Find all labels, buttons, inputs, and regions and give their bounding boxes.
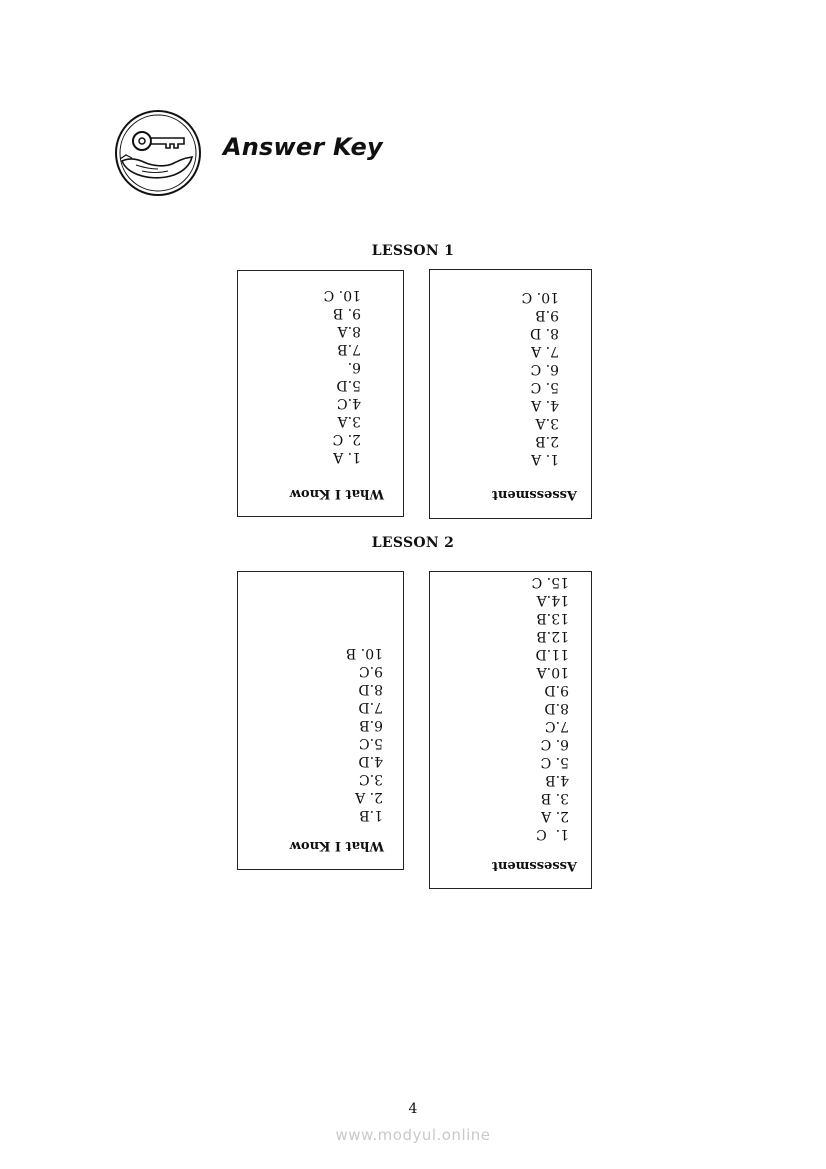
key-in-hand-icon bbox=[112, 109, 204, 197]
lesson-1-what-i-know-rotated bbox=[238, 271, 403, 516]
answer-item: 8.D bbox=[544, 700, 569, 716]
answer-item: 6. C bbox=[540, 736, 569, 752]
lesson-2-assessment-answers bbox=[532, 573, 569, 843]
lesson-2-heading: LESSON 2 bbox=[371, 535, 455, 551]
answer-item: 5. C bbox=[540, 754, 569, 770]
answer-item: 10. C bbox=[521, 289, 559, 305]
answer-item: 6.B bbox=[359, 717, 383, 733]
answer-item: 13.B bbox=[536, 610, 569, 626]
answer-item: 2. A bbox=[541, 808, 569, 824]
answer-item: 1. C bbox=[536, 826, 569, 842]
page-title: Answer Key bbox=[223, 133, 383, 161]
lesson-2-what-i-know-answers bbox=[346, 644, 383, 824]
answer-item: 9. B bbox=[332, 305, 361, 321]
lesson-1-heading: LESSON 1 bbox=[371, 243, 455, 259]
answer-item: 12.B bbox=[536, 628, 569, 644]
answer-item: 3.A bbox=[535, 415, 559, 431]
answer-item: 10. C bbox=[323, 287, 361, 303]
answer-item: 8. D bbox=[529, 325, 559, 341]
answer-item: 1. A bbox=[531, 451, 559, 467]
answer-item: 9.C bbox=[358, 663, 383, 679]
answer-item: 1.B bbox=[359, 807, 383, 823]
answer-item: 7.B bbox=[337, 341, 361, 357]
answer-item: 5.D bbox=[336, 377, 361, 393]
answer-item: 6. bbox=[347, 359, 361, 375]
answer-item: 1. A bbox=[333, 449, 361, 465]
answer-item: 4.C bbox=[336, 395, 361, 411]
watermark: www.modyul.online bbox=[335, 1126, 491, 1144]
answer-item: 7.C bbox=[544, 718, 569, 734]
lesson-2-what-i-know-header: What I Know bbox=[289, 838, 384, 853]
answer-item: 3. B bbox=[540, 790, 569, 806]
answer-item: 7. A bbox=[531, 343, 559, 359]
lesson-2-what-i-know-box bbox=[237, 571, 404, 870]
lesson-2-assessment-rotated bbox=[430, 572, 591, 888]
answer-item: 3.C bbox=[358, 771, 383, 787]
answer-item: 4. A bbox=[531, 397, 559, 413]
answer-item: 8.D bbox=[358, 681, 383, 697]
answer-item: 8.A bbox=[337, 323, 361, 339]
lesson-1-what-i-know-box bbox=[237, 270, 404, 517]
answer-item: 7.D bbox=[358, 699, 383, 715]
lesson-2-assessment-box bbox=[429, 571, 592, 889]
answer-item: 10. B bbox=[345, 645, 383, 661]
lesson-1-assessment-box bbox=[429, 269, 592, 519]
answer-item: 10.A bbox=[536, 664, 569, 680]
lesson-1-assessment-answers bbox=[522, 288, 559, 468]
answer-item: 9.B bbox=[535, 307, 559, 323]
answer-item: 4.B bbox=[545, 772, 569, 788]
lesson-1-what-i-know-header: What I Know bbox=[289, 486, 384, 501]
lesson-2-what-i-know-rotated bbox=[238, 572, 403, 869]
answer-item: 6. C bbox=[530, 361, 559, 377]
lesson-1-what-i-know-answers bbox=[324, 286, 361, 466]
answer-item: 2.B bbox=[535, 433, 559, 449]
answer-item: 3.A bbox=[337, 413, 361, 429]
lesson-2-assessment-header: Assessment bbox=[491, 858, 577, 873]
answer-item: 2. A bbox=[355, 789, 383, 805]
answer-item: 14.A bbox=[536, 592, 569, 608]
lesson-1-assessment-header: Assessment bbox=[491, 487, 577, 502]
answer-item: 2. C bbox=[332, 431, 361, 447]
lesson-1-assessment-rotated bbox=[430, 270, 591, 518]
answer-item: 4.D bbox=[358, 753, 383, 769]
answer-item: 9.D bbox=[544, 682, 569, 698]
answer-item: 5. C bbox=[530, 379, 559, 395]
page-number: 4 bbox=[408, 1101, 418, 1117]
answer-item: 15. C bbox=[531, 574, 569, 590]
answer-item: 5.C bbox=[358, 735, 383, 751]
answer-item: 11.D bbox=[535, 646, 569, 662]
